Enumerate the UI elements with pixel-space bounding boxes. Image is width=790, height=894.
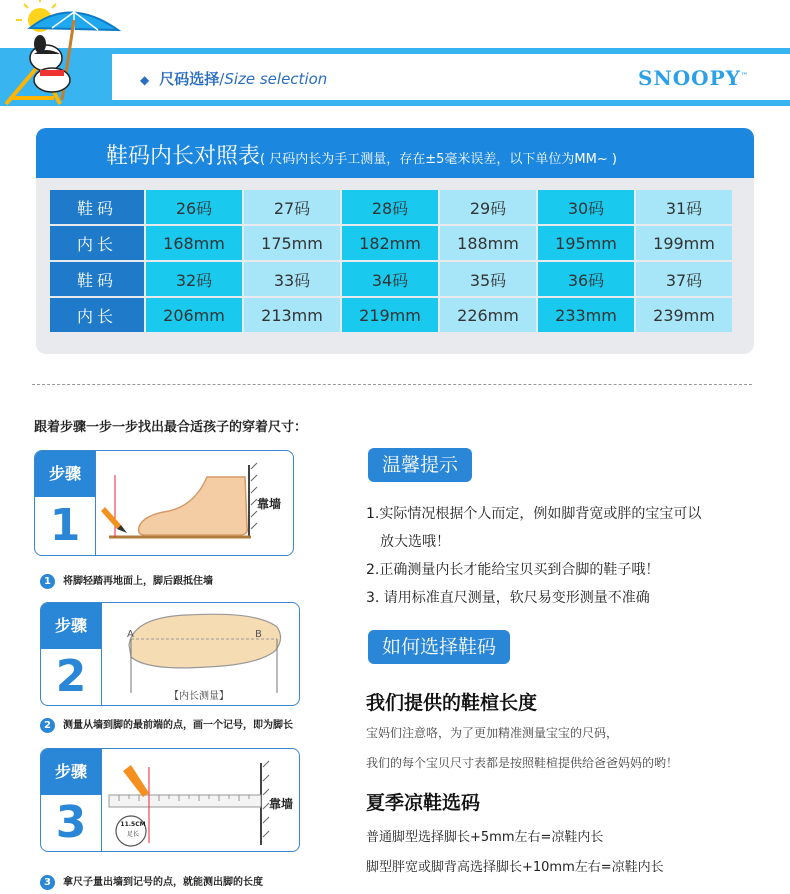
table-row [50,298,732,332]
step-divider [101,603,102,705]
step-2-caption [40,716,293,733]
snoopy-umbrella-icon [0,0,130,110]
table-cell: 30码 [538,190,634,224]
step-number: 2 [55,651,87,702]
row-label: 鞋码 [50,190,144,224]
inner-length-label: 【内长测量】 [169,691,229,702]
sandal-text-2: 脚型胖宽或脚背高选择脚长+10mm左右=凉鞋内长 [366,860,664,875]
table-row [50,226,732,260]
row-label: 内长 [50,226,144,260]
step-divider [95,451,96,555]
last-length-heading: 我们提供的鞋楦长度 [366,692,538,714]
step-divider [101,749,102,851]
last-length-text-1: 宝妈们注意咯，为了更加精准测量宝宝的尺码， [366,726,619,740]
step-number: 3 [55,797,87,848]
table-cell: 28码 [342,190,438,224]
tip-2: 2.正确测量内长才能给宝贝买到合脚的鞋子哦！ [366,562,660,578]
last-length-text-2: 我们的每个宝贝尺寸表都是按照鞋楦提供给爸爸妈妈的哟！ [366,756,679,770]
step-caption-text: 测量从墙到脚的最前端的点，画一个记号，即为脚长 [63,720,293,731]
table-cell: 213mm [244,298,340,332]
section-title [140,68,327,89]
step-1-caption [40,572,213,589]
table-cell: 195mm [538,226,634,260]
tips-heading: 温馨提示 [368,448,472,482]
step-1-card [34,450,294,556]
table-cell: 34码 [342,262,438,296]
table-cell: 188mm [440,226,536,260]
table-cell: 182mm [342,226,438,260]
table-cell: 239mm [636,298,732,332]
brand-tm: ™ [740,70,749,80]
sandal-text-1: 普通脚型选择脚长+5mm左右=凉鞋内长 [366,830,604,845]
step-3-caption [40,873,263,890]
table-cell: 199mm [636,226,732,260]
section-title-sep: / [219,70,225,88]
table-cell: 219mm [342,298,438,332]
step-2-card [40,602,300,706]
size-table [48,188,734,334]
measure-label: 足长 [126,831,139,838]
table-cell: 31码 [636,190,732,224]
step-badge: 1 [40,574,55,589]
row-label: 内长 [50,298,144,332]
step-label: 步骤 [41,603,101,649]
step-number: 1 [49,500,81,551]
section-title-en: Size selection [224,70,328,88]
size-card-subtitle: ( 尺码内长为手工测量，存在±5毫米误差，以下单位为MM~ ) [260,152,617,167]
table-cell: 206mm [146,298,242,332]
tip-1-cont: 放大选哦！ [380,534,450,550]
table-cell: 233mm [538,298,634,332]
table-cell: 26码 [146,190,242,224]
table-cell: 29码 [440,190,536,224]
table-row [50,262,732,296]
wall-label: 靠墙 [257,497,282,511]
tip-1: 1.实际情况根据个人而定，例如脚背宽或胖的宝宝可以 [366,506,702,522]
step-label: 步骤 [35,451,95,497]
wall-label: 靠墙 [269,797,294,811]
point-b-label: B [255,629,262,640]
bullet-diamond-icon: ◆ [140,73,150,87]
steps-intro: 跟着步骤一步一步找出最合适孩子的穿着尺寸： [34,420,308,435]
step-3-card [40,748,300,852]
row-label: 鞋码 [50,262,144,296]
insole-icon [107,609,293,699]
point-a-label: A [127,629,134,640]
sandal-heading: 夏季凉鞋选码 [366,792,481,814]
table-cell: 27码 [244,190,340,224]
table-cell: 37码 [636,262,732,296]
size-card-title-text: 鞋码内长对照表 [106,144,261,169]
table-row [50,190,732,224]
measure-value: 11.5CM [120,821,146,828]
table-cell: 33码 [244,262,340,296]
step-caption-text: 将脚轻踏再地面上，脚后跟抵住墙 [63,576,213,587]
step-badge: 3 [40,875,55,890]
step-label: 步骤 [41,749,101,795]
table-cell: 175mm [244,226,340,260]
step-badge: 2 [40,718,55,733]
table-cell: 32码 [146,262,242,296]
table-cell: 35码 [440,262,536,296]
table-cell: 36码 [538,262,634,296]
section-title-cn: 尺码选择 [159,70,220,88]
table-cell: 226mm [440,298,536,332]
size-card-title [106,139,617,170]
brand-logo [638,66,749,90]
how-heading: 如何选择鞋码 [368,630,510,664]
brand-name: SNOOPY [638,66,741,90]
tip-3: 3. 请用标准直尺测量，软尺易变形测量不准确 [366,590,650,606]
step-caption-text: 拿尺子量出墙到记号的点，就能测出脚的长度 [63,877,263,888]
table-cell: 168mm [146,226,242,260]
divider [32,384,752,385]
